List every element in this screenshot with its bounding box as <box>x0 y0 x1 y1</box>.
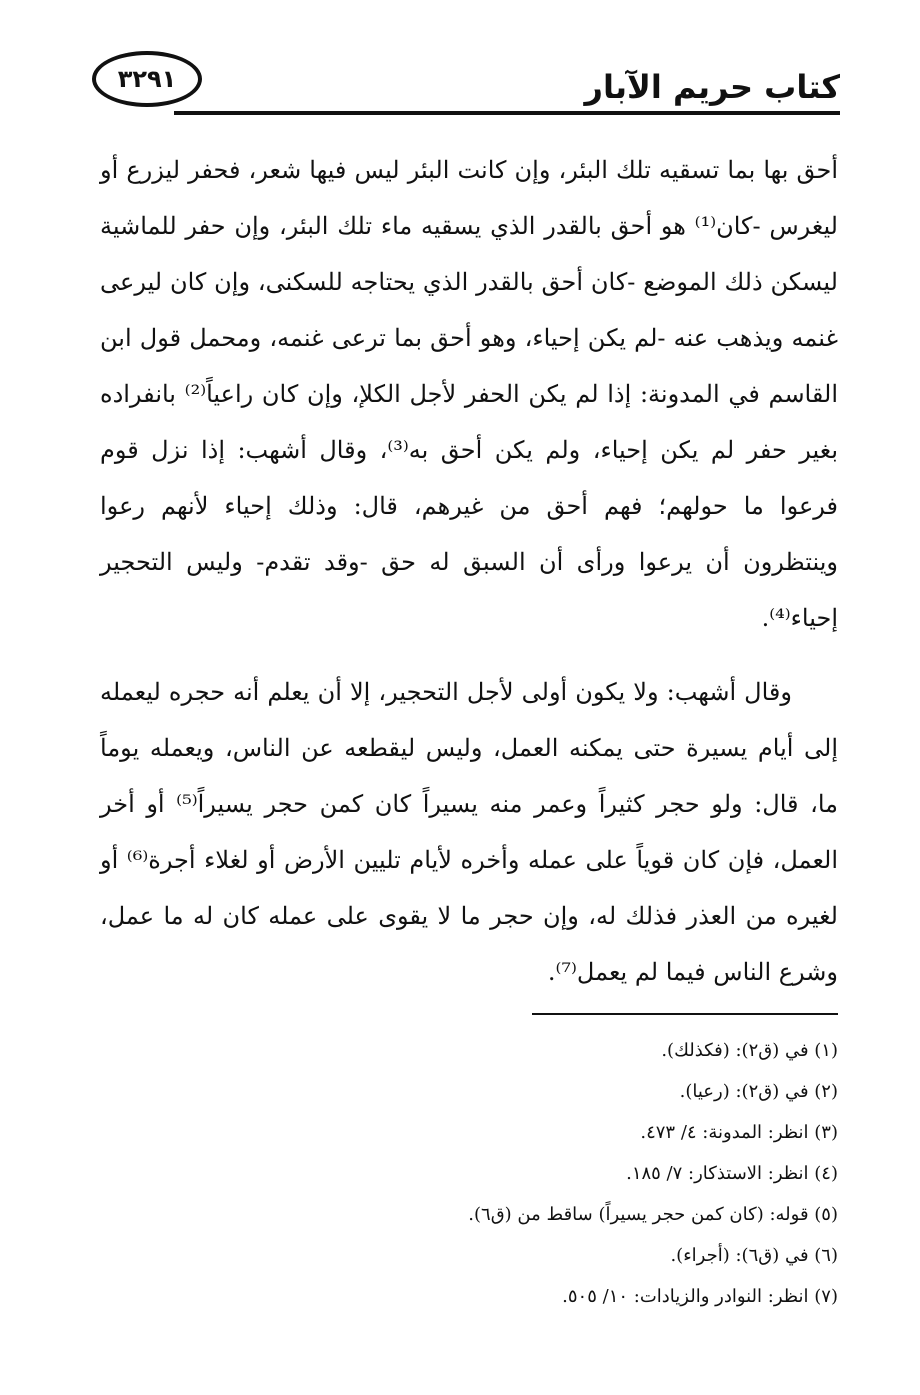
footnotes <box>218 1030 838 1317</box>
footnote-7: (٧) انظر: النوادر والزيادات: ١٠/ ٥٠٥. <box>562 1286 838 1307</box>
footnote-1: (١) في (ق٢): (فكذلك). <box>661 1040 838 1061</box>
paragraph-1: أحق بها بما تسقيه تلك البئر، وإن كانت البئر ليس فيها شعر، فحفر ليزرع أو ليغرس -كان⁽¹⁾ هو أحق بالقدر الذي يسقيه ماء تلك البئر، وإن حفر للماشية ليسكن ذلك الموضع -كان أحق بالقدر الذي يحتاجه للسكنى، وإن كان ليرعى غنمه ويذهب عنه -لم يكن إحياء، وهو أحق بما ترعى غنمه، ومحمل قول ابن القاسم في المدونة: إذا لم يكن الحفر لأجل الكلإ، وإن كان راعياً⁽²⁾ بانفراده بغير حفر لم يكن إحياء، ولم يكن أحق به⁽³⁾، وقال أشهب: إذا نزل قوم فرعوا ما حولهم؛ فهم أحق من غيرهم، قال: وذلك إحياء لأنهم رعوا وينتظرون أن يرعوا ورأى أن السبق له حق -وقد تقدم- وليس التحجير إحياء⁽⁴⁾. <box>100 156 839 632</box>
footnote-6: (٦) في (ق٦): (أجراء). <box>670 1245 838 1266</box>
page-number-badge <box>92 51 202 107</box>
page-number: ٣٢٩١ <box>117 65 177 93</box>
footnote-divider <box>532 1013 838 1015</box>
header-divider <box>174 111 840 115</box>
footnote-4: (٤) انظر: الاستذكار: ٧/ ١٨٥. <box>626 1163 838 1184</box>
footnote-5: (٥) قوله: (كان كمن حجر يسيراً) ساقط من (ق٦). <box>468 1204 838 1225</box>
book-title: كتاب حريم الآبار <box>584 68 840 106</box>
footnote-2: (٢) في (ق٢): (رعيا). <box>679 1081 838 1102</box>
paragraph-2: وقال أشهب: ولا يكون أولى لأجل التحجير، إلا أن يعلم أنه حجره ليعمله إلى أيام يسيرة حتى يمكنه العمل، وليس ليقطعه عن الناس، ويعمله يوماً ما، قال: ولو حجر كثيراً وعمر منه يسيراً كان كمن حجر يسيراً⁽⁵⁾ أو أخر العمل، فإن كان قوياً على عمله وأخره لأيام تليين الأرض أو لغلاء أجرة⁽⁶⁾ أو لغيره من العذر فذلك له، وإن حجر ما لا يقوى على عمله كان له ما عمل، وشرع الناس فيما لم يعمل⁽⁷⁾. <box>100 678 839 986</box>
main-text <box>100 142 838 1000</box>
footnote-3: (٣) انظر: المدونة: ٤/ ٤٧٣. <box>640 1122 838 1143</box>
running-header <box>92 45 840 120</box>
